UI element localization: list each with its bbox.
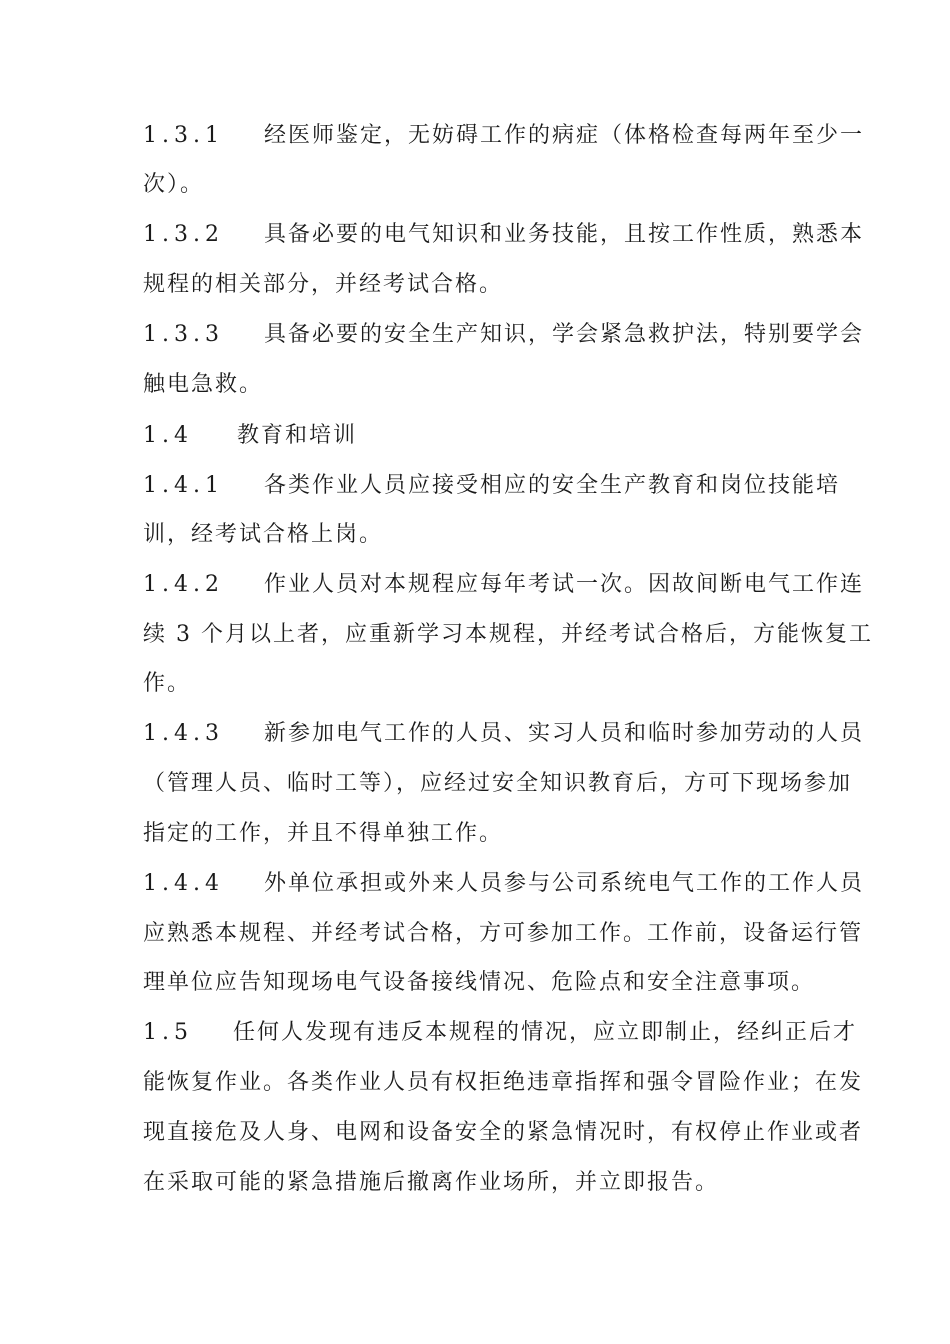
paragraph-1-5-line-2 xyxy=(143,1072,863,1094)
paragraph-1-4-4-line-3 xyxy=(143,972,815,994)
paragraph-1-4-3-line-2 xyxy=(143,773,852,795)
paragraph-1-4-2-line-3 xyxy=(143,673,191,695)
paragraph-1-3-2-line-1 xyxy=(143,224,864,246)
section-number: 1.4 xyxy=(143,423,193,448)
section-number: 1.5 xyxy=(143,1020,193,1045)
paragraph-text: 应熟悉本规程、并经考试合格，方可参加工作。工作前，设备运行管 xyxy=(143,921,864,946)
paragraph-text: 训，经考试合格上岗。 xyxy=(143,522,384,547)
paragraph-1-4-1-line-2 xyxy=(143,524,383,546)
paragraph-1-4-3-line-3 xyxy=(143,823,503,845)
paragraph-1-5-line-3 xyxy=(143,1122,863,1144)
section-number: 1.3.2 xyxy=(143,222,224,247)
section-number: 1.3.3 xyxy=(143,322,224,347)
section-number: 1.3.1 xyxy=(143,123,224,148)
paragraph-text: 各类作业人员应接受相应的安全生产教育和岗位技能培 xyxy=(263,473,840,498)
section-heading-text: 教育和培训 xyxy=(237,423,358,448)
paragraph-1-3-3-line-2 xyxy=(143,374,263,396)
paragraph-1-3-1-line-1 xyxy=(143,125,864,147)
paragraph-1-3-1-line-2 xyxy=(143,174,204,196)
section-number: 1.4.4 xyxy=(143,871,224,896)
paragraph-text: 理单位应告知现场电气设备接线情况、危险点和安全注意事项。 xyxy=(143,970,816,995)
paragraph-text: 指定的工作，并且不得单独工作。 xyxy=(143,821,504,846)
paragraph-text: 触电急救。 xyxy=(143,372,264,397)
paragraph-1-4-1-line-1 xyxy=(143,475,840,497)
paragraph-1-4-2-line-2 xyxy=(143,624,873,646)
section-number: 1.4.1 xyxy=(143,473,224,498)
paragraph-text: 作。 xyxy=(143,671,192,696)
section-number: 1.4.2 xyxy=(143,572,224,597)
paragraph-text: 作业人员对本规程应每年考试一次。因故间断电气工作连 xyxy=(263,572,864,597)
paragraph-text: （管理人员、临时工等），应经过安全知识教育后，方可下现场参加 xyxy=(143,771,853,796)
paragraph-text: 经医师鉴定，无妨碍工作的病症（体格检查每两年至少一 xyxy=(263,123,864,148)
paragraph-1-4-4-line-1 xyxy=(143,873,864,895)
paragraph-text: 能恢复作业。各类作业人员有权拒绝违章指挥和强令冒险作业；在发 xyxy=(143,1070,864,1095)
paragraph-text: 在采取可能的紧急措施后撤离作业场所，并立即报告。 xyxy=(143,1170,720,1195)
paragraph-1-4-2-line-1 xyxy=(143,574,864,596)
section-number: 1.4.3 xyxy=(143,721,224,746)
paragraph-text: 具备必要的电气知识和业务技能，且按工作性质，熟悉本 xyxy=(263,222,864,247)
paragraph-text: 任何人发现有违反本规程的情况，应立即制止，经纠正后才 xyxy=(233,1020,858,1045)
paragraph-1-4-3-line-1 xyxy=(143,723,864,745)
paragraph-text: 现直接危及人身、电网和设备安全的紧急情况时，有权停止作业或者 xyxy=(143,1120,864,1145)
paragraph-text: 次）。 xyxy=(143,172,205,197)
paragraph-text: 续 3 个月以上者，应重新学习本规程，并经考试合格后，方能恢复工 xyxy=(143,622,873,647)
paragraph-1-3-2-line-2 xyxy=(143,274,503,296)
paragraph-text: 规程的相关部分，并经考试合格。 xyxy=(143,272,504,297)
paragraph-text: 新参加电气工作的人员、实习人员和临时参加劳动的人员 xyxy=(263,721,864,746)
paragraph-1-3-3-line-1 xyxy=(143,324,864,346)
paragraph-1-4-4-line-2 xyxy=(143,923,863,945)
paragraph-text: 外单位承担或外来人员参与公司系统电气工作的工作人员 xyxy=(263,871,864,896)
paragraph-text: 具备必要的安全生产知识，学会紧急救护法，特别要学会 xyxy=(263,322,864,347)
paragraph-1-5-line-4 xyxy=(143,1172,719,1194)
section-heading-1-4 xyxy=(143,425,357,447)
paragraph-1-5-line-1 xyxy=(143,1022,857,1044)
